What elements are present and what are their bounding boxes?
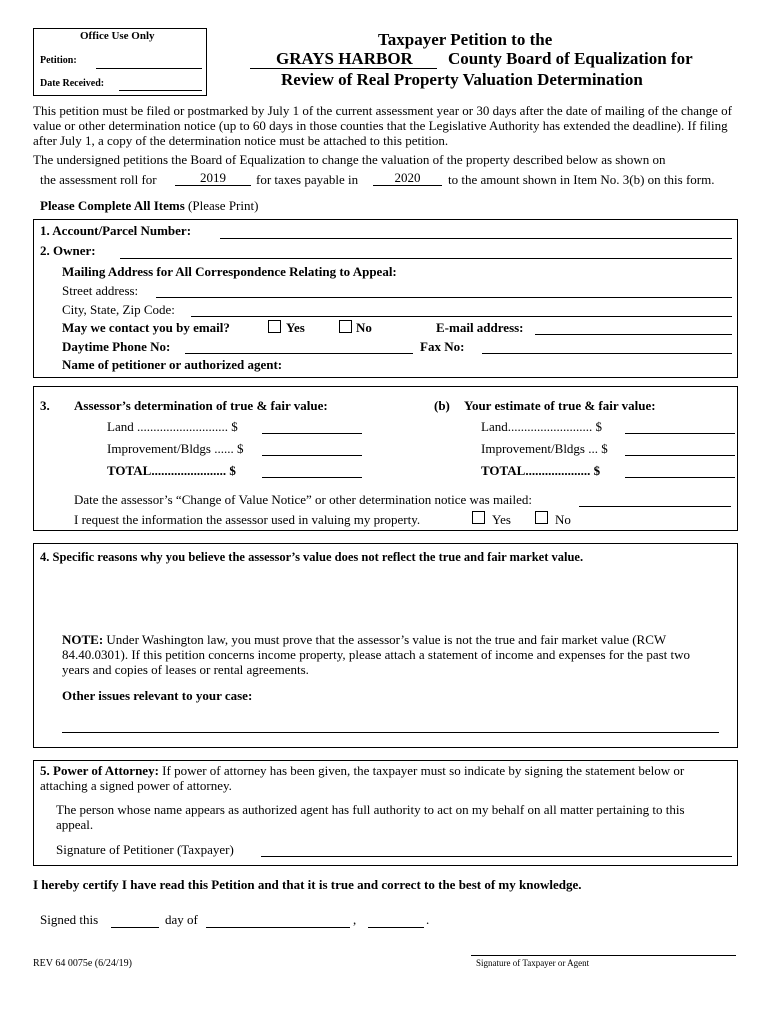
mailing-address-heading: Mailing Address for All Correspondence Relating to Appeal: <box>62 264 397 279</box>
contact-email-label: May we contact you by email? <box>62 320 230 335</box>
complete-bold: Please Complete All Items <box>40 198 185 213</box>
signed-year-field[interactable] <box>368 927 424 928</box>
poa-authority-text: The person whose name appears as authorized agent has full authority to act on my behalf on all matter pertaining to this appeal. <box>56 802 685 832</box>
fax-field[interactable] <box>482 353 732 354</box>
assessment-roll-year[interactable]: 2019 <box>175 170 251 186</box>
poa-heading-bold: 5. Power of Attorney: <box>40 763 159 778</box>
street-label: Street address: <box>62 283 139 298</box>
intro-paragraph: This petition must be filed or postmarked by July 1 of the current assessment year or 30 days after the date of mailing of the change of value or other determination notice (up to 60 days in those counties that the Legislative Authority has extended the deadline). If filing after July 1, a copy of the determination notice must be attached to this petition. <box>33 103 732 148</box>
office-use-title: Office Use Only <box>80 30 155 42</box>
request-info-label: I request the information the assessor used in valuing my property. <box>74 512 421 527</box>
email-no-checkbox[interactable] <box>339 320 352 333</box>
assessor-heading: Assessor’s determination of true & fair value: <box>74 398 328 413</box>
date-received-field[interactable] <box>119 90 202 91</box>
phone-label: Daytime Phone No: <box>62 339 171 354</box>
taxpayer-signature-field[interactable] <box>471 955 736 956</box>
owner-label: 2. Owner: <box>40 243 96 258</box>
request-no-checkbox[interactable] <box>535 511 548 524</box>
owner-field[interactable] <box>120 258 732 259</box>
land-a-field[interactable] <box>262 433 362 434</box>
other-issues-label: Other issues relevant to your case: <box>62 688 253 703</box>
phone-field[interactable] <box>185 353 413 354</box>
email-field[interactable] <box>535 334 732 335</box>
petition-field[interactable] <box>96 68 202 69</box>
account-field[interactable] <box>220 238 732 239</box>
city-label: City, State, Zip Code: <box>62 302 175 317</box>
page-title: Taxpayer Petition to the <box>378 30 553 49</box>
complete-normal: (Please Print) <box>188 198 259 213</box>
taxpayer-signature-caption: Signature of Taxpayer or Agent <box>476 958 590 968</box>
city-field[interactable] <box>191 316 732 317</box>
notice-date-label: Date the assessor’s “Change of Value Notice” or other determination notice was mailed: <box>74 492 532 507</box>
request-yes-checkbox[interactable] <box>472 511 485 524</box>
petition-label: Petition: <box>40 55 77 66</box>
email-yes-checkbox[interactable] <box>268 320 281 333</box>
total-a-field[interactable] <box>262 477 362 478</box>
roll-suffix: to the amount shown in Item No. 3(b) on this form. <box>448 172 715 187</box>
land-a-label: Land ............................ $ <box>107 419 238 434</box>
improvement-a-label: Improvement/Bldgs ...... $ <box>107 441 244 456</box>
notice-date-field[interactable] <box>579 506 731 507</box>
land-b-label: Land.......................... $ <box>481 419 602 434</box>
poa-heading-text: If power of attorney has been given, the taxpayer must so indicate by signing the statement below or attaching a signed power of attorney. <box>40 763 685 793</box>
email-no-label: No <box>356 320 372 335</box>
signed-day-field[interactable] <box>111 927 159 928</box>
land-b-field[interactable] <box>625 433 735 434</box>
county-underline <box>250 68 437 69</box>
request-yes-label: Yes <box>492 512 511 527</box>
account-label: 1. Account/Parcel Number: <box>40 223 192 238</box>
fax-label: Fax No: <box>420 339 465 354</box>
note-text: Under Washington law, you must prove that the assessor’s value is not the true and fair market value (RCW 84.40.0301). If this petition concerns income property, please attach a statement of income and expenses for the past two years and copies of leases or rental agreements. <box>62 632 691 677</box>
title-line3: Review of Real Property Valuation Determination <box>281 70 643 89</box>
day-of-label: day of <box>165 912 198 927</box>
improvement-b-field[interactable] <box>625 455 735 456</box>
intro-line2: The undersigned petitions the Board of Equalization to change the valuation of the property described below as shown on <box>33 152 666 167</box>
signed-period: . <box>426 912 430 927</box>
poa-heading <box>40 763 730 793</box>
taxes-payable-year[interactable]: 2020 <box>373 170 442 186</box>
petitioner-signature-label: Signature of Petitioner (Taxpayer) <box>56 842 234 857</box>
signed-this-label: Signed this <box>40 912 99 927</box>
certification-statement: I hereby certify I have read this Petition and that it is true and correct to the best of my knowledge. <box>33 877 582 892</box>
petitioner-label: Name of petitioner or authorized agent: <box>62 357 283 372</box>
email-yes-label: Yes <box>286 320 305 335</box>
improvement-a-field[interactable] <box>262 455 362 456</box>
total-a-label: TOTAL....................... $ <box>107 463 236 478</box>
complete-instructions <box>40 198 258 214</box>
taxes-payable-label: for taxes payable in <box>256 172 359 187</box>
title-line2: County Board of Equalization for <box>448 49 693 68</box>
note-paragraph <box>62 632 702 677</box>
signed-month-field[interactable] <box>206 927 350 928</box>
form-id: REV 64 0075e (6/24/19) <box>33 958 132 969</box>
street-field[interactable] <box>156 297 732 298</box>
request-no-label: No <box>555 512 571 527</box>
improvement-b-label: Improvement/Bldgs ... $ <box>481 441 608 456</box>
county-name: GRAYS HARBOR <box>276 49 413 68</box>
note-bold: NOTE: <box>62 632 104 647</box>
roll-prefix: the assessment roll for <box>40 172 157 187</box>
total-b-field[interactable] <box>625 477 735 478</box>
date-received-label: Date Received: <box>40 78 105 89</box>
other-issues-field[interactable] <box>62 732 719 733</box>
estimate-heading: Your estimate of true & fair value: <box>464 398 656 413</box>
section3-b-label: (b) <box>434 398 450 413</box>
reasons-heading: 4. Specific reasons why you believe the assessor’s value does not reflect the true and fair market value. <box>40 550 584 564</box>
signed-comma: , <box>353 912 357 927</box>
total-b-label: TOTAL.................... $ <box>481 463 601 478</box>
petitioner-signature-field[interactable] <box>261 856 732 857</box>
section3-number: 3. <box>40 398 50 413</box>
email-label: E-mail address: <box>436 320 524 335</box>
